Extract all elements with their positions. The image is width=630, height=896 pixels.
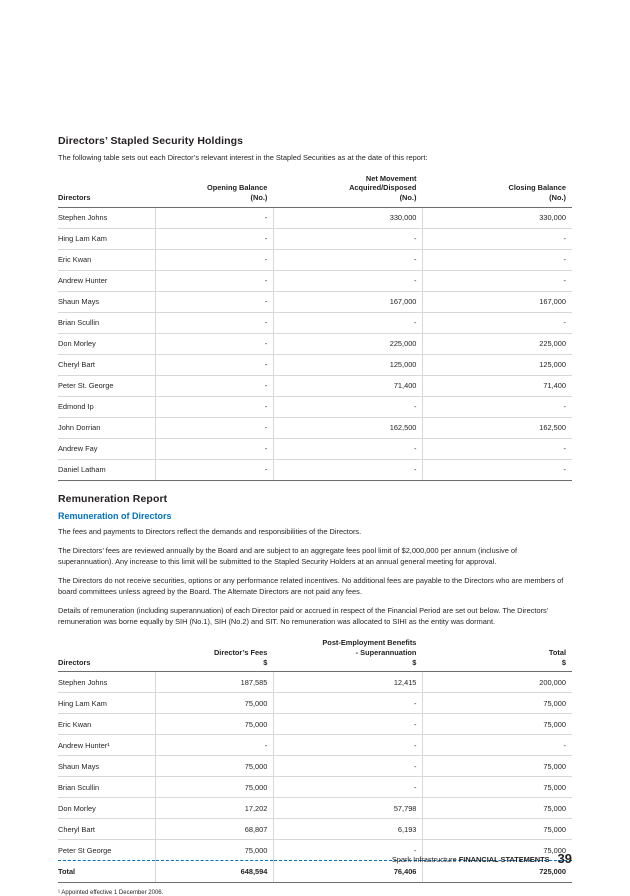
cell-closing: 330,000: [423, 207, 572, 228]
cell-director-name: Don Morley: [58, 798, 156, 819]
cell-director-name: Brian Scullin: [58, 777, 156, 798]
table-row: [58, 756, 572, 777]
table-row: [58, 396, 572, 417]
header-fees-line1: Director’s Fees: [213, 648, 268, 657]
cell-fees: 17,202: [156, 798, 274, 819]
cell-opening: -: [156, 207, 274, 228]
cell-superannuation: 6,193: [274, 819, 423, 840]
cell-total: 75,000: [423, 777, 572, 798]
cell-total: 75,000: [423, 840, 572, 861]
cell-superannuation: 57,798: [274, 798, 423, 819]
header-movement-line2: Acquired/Disposed: [349, 183, 417, 193]
cell-director-name: Cheryl Bart: [58, 819, 156, 840]
remuneration-subtitle: Remuneration of Directors: [58, 510, 172, 521]
remuneration-paragraph-3: The Directors do not receive securities, options or any performance related incentives. No additional fees are payable to the Directors who are members of board committees unless agreed by the Board. The Alternate Directors are not paid any fees.: [58, 575, 564, 597]
footer-company: Spark Infrastructure: [391, 855, 457, 864]
cell-movement: -: [274, 312, 423, 333]
table-row: [58, 438, 572, 459]
cell-director-name: Shaun Mays: [58, 291, 156, 312]
page-title: Directors’ Stapled Security Holdings: [58, 135, 244, 147]
cell-total: 200,000: [423, 672, 572, 693]
cell-director-name: Cheryl Bart: [58, 354, 156, 375]
cell-fees: 75,000: [156, 840, 274, 861]
cell-total-superannuation: 76,406: [274, 861, 423, 883]
cell-director-name: Eric Kwan: [58, 714, 156, 735]
cell-opening: -: [156, 249, 274, 270]
table-row: [58, 714, 572, 735]
header-super-line1: Post-Employment Benefits: [322, 638, 417, 648]
cell-director-name: Brian Scullin: [58, 312, 156, 333]
table-header: [58, 171, 572, 207]
cell-fees: -: [156, 735, 274, 756]
cell-fees: 75,000: [156, 693, 274, 714]
cell-opening: -: [156, 270, 274, 291]
cell-opening: -: [156, 354, 274, 375]
cell-superannuation: -: [274, 840, 423, 861]
cell-opening: -: [156, 459, 274, 480]
header-opening-line2: (No.): [250, 192, 268, 202]
cell-opening: -: [156, 291, 274, 312]
cell-opening: -: [156, 333, 274, 354]
cell-superannuation: -: [274, 693, 423, 714]
cell-director-name: Stephen Johns: [58, 672, 156, 693]
table-header: [58, 635, 572, 671]
table-row: [58, 777, 572, 798]
holdings-intro-text: The following table sets out each Director’s relevant interest in the Stapled Securities as at the date of this report:: [58, 153, 428, 162]
holdings-table-body: [58, 207, 572, 480]
cell-movement: 71,400: [274, 375, 423, 396]
cell-movement: 125,000: [274, 354, 423, 375]
cell-opening: -: [156, 417, 274, 438]
cell-superannuation: -: [274, 756, 423, 777]
table-footnote: ¹ Appointed effective 1 December 2006.: [58, 890, 164, 896]
cell-movement: -: [274, 459, 423, 480]
cell-movement: -: [274, 396, 423, 417]
cell-total: 75,000: [423, 756, 572, 777]
cell-fees: 187,585: [156, 672, 274, 693]
cell-opening: -: [156, 375, 274, 396]
cell-total: -: [423, 735, 572, 756]
footer-document: FINANCIAL STATEMENTS: [458, 855, 550, 864]
cell-total: 75,000: [423, 714, 572, 735]
cell-total-label: Total: [58, 861, 156, 883]
cell-total: 75,000: [423, 693, 572, 714]
table-row: [58, 312, 572, 333]
page-number: 39: [557, 851, 572, 866]
cell-total: 75,000: [423, 819, 572, 840]
cell-fees: 75,000: [156, 714, 274, 735]
header-closing-line1: Closing Balance: [508, 183, 566, 193]
cell-closing: -: [423, 249, 572, 270]
header-movement-line3: (No.): [399, 192, 417, 202]
cell-closing: 167,000: [423, 291, 572, 312]
cell-closing: -: [423, 270, 572, 291]
table-row: [58, 270, 572, 291]
cell-movement: 330,000: [274, 207, 423, 228]
cell-movement: 167,000: [274, 291, 423, 312]
table-row: [58, 417, 572, 438]
cell-movement: -: [274, 249, 423, 270]
cell-closing: -: [423, 396, 572, 417]
cell-closing: 71,400: [423, 375, 572, 396]
remuneration-paragraph-1: The fees and payments to Directors reflect the demands and responsibilities of the Directors.: [58, 526, 362, 536]
cell-closing: 125,000: [423, 354, 572, 375]
remuneration-paragraph-2: The Directors’ fees are reviewed annually by the Board and are subject to an aggregate fees pool limit of $2,000,000 per annum (inclusive of superannuation). Any increase to this limit will be submitted to the Stapled Security Holders at an annual general meeting for approval.: [58, 545, 518, 566]
table-row: [58, 735, 572, 756]
cell-movement: -: [274, 270, 423, 291]
cell-opening: -: [156, 312, 274, 333]
cell-movement: 225,000: [274, 333, 423, 354]
header-closing-line2: (No.): [549, 192, 566, 202]
table-row: [58, 693, 572, 714]
table-row: [58, 228, 572, 249]
remuneration-title: Remuneration Report: [58, 492, 168, 505]
cell-director-name: Andrew Hunter¹: [58, 735, 156, 756]
cell-director-name: John Dorrian: [58, 417, 156, 438]
cell-movement: -: [274, 228, 423, 249]
table-row: [58, 798, 572, 819]
header-post-employment-benefits: [274, 635, 423, 671]
cell-superannuation: -: [274, 777, 423, 798]
cell-director-name: Hing Lam Kam: [58, 228, 156, 249]
cell-superannuation: -: [274, 735, 423, 756]
header-opening-balance: [156, 171, 274, 207]
table-row: [58, 249, 572, 270]
table-row: [58, 291, 572, 312]
cell-opening: -: [156, 438, 274, 459]
cell-fees: 68,807: [156, 819, 274, 840]
cell-director-name: Peter St. George: [58, 375, 156, 396]
cell-director-name: Peter St George: [58, 840, 156, 861]
cell-superannuation: -: [274, 714, 423, 735]
table-row: [58, 207, 572, 228]
header-directors: Directors: [58, 635, 156, 671]
header-closing-balance: [423, 171, 572, 207]
header-total-line2: $: [561, 657, 566, 667]
cell-opening: -: [156, 228, 274, 249]
cell-movement: -: [274, 438, 423, 459]
remuneration-paragraph-4: Details of remuneration (including superannuation) of each Director paid or accrued in respect of the Financial Period are set out below. The Directors’ remuneration was borne equally by SIH (No.1), SIH (No.2) and SIT. No remuneration was allocated to SIHI as the entity was dormant.: [58, 606, 549, 627]
cell-superannuation: 12,415: [274, 672, 423, 693]
cell-director-name: Daniel Latham: [58, 459, 156, 480]
header-total-line1: Total: [548, 648, 566, 657]
footer-label: [392, 855, 550, 865]
table-row: [58, 375, 572, 396]
cell-director-name: Andrew Fay: [58, 438, 156, 459]
cell-opening: -: [156, 396, 274, 417]
header-total: [423, 635, 572, 671]
cell-total: 75,000: [423, 798, 572, 819]
cell-director-name: Andrew Hunter: [58, 270, 156, 291]
cell-fees: 75,000: [156, 777, 274, 798]
table-row: [58, 333, 572, 354]
header-opening-line1: Opening Balance: [207, 183, 268, 193]
table-row: [58, 672, 572, 693]
cell-movement: 162,500: [274, 417, 423, 438]
cell-fees: 75,000: [156, 756, 274, 777]
header-fees-line2: $: [263, 657, 268, 667]
cell-director-name: Shaun Mays: [58, 756, 156, 777]
cell-closing: 162,500: [423, 417, 572, 438]
cell-closing: 225,000: [423, 333, 572, 354]
table-row: [58, 354, 572, 375]
cell-director-name: Eric Kwan: [58, 249, 156, 270]
header-super-line2: - Superannuation: [355, 648, 417, 657]
cell-closing: -: [423, 312, 572, 333]
directors-remuneration-table: [58, 635, 572, 883]
cell-closing: -: [423, 228, 572, 249]
header-super-line3: $: [412, 657, 417, 667]
header-directors-fees: [156, 635, 274, 671]
cell-director-name: Stephen Johns: [58, 207, 156, 228]
header-movement-line1: Net Movement: [365, 173, 417, 183]
table-row: [58, 459, 572, 480]
cell-closing: -: [423, 459, 572, 480]
cell-closing: -: [423, 438, 572, 459]
page-footer: [58, 852, 572, 865]
cell-director-name: Don Morley: [58, 333, 156, 354]
table-row: [58, 819, 572, 840]
cell-total-total: 725,000: [423, 861, 572, 883]
header-net-movement: [274, 171, 423, 207]
cell-director-name: Edmond Ip: [58, 396, 156, 417]
header-directors: Directors: [58, 171, 156, 207]
directors-holdings-table: [58, 171, 572, 481]
cell-total-fees: 648,594: [156, 861, 274, 883]
cell-director-name: Hing Lam Kam: [58, 693, 156, 714]
